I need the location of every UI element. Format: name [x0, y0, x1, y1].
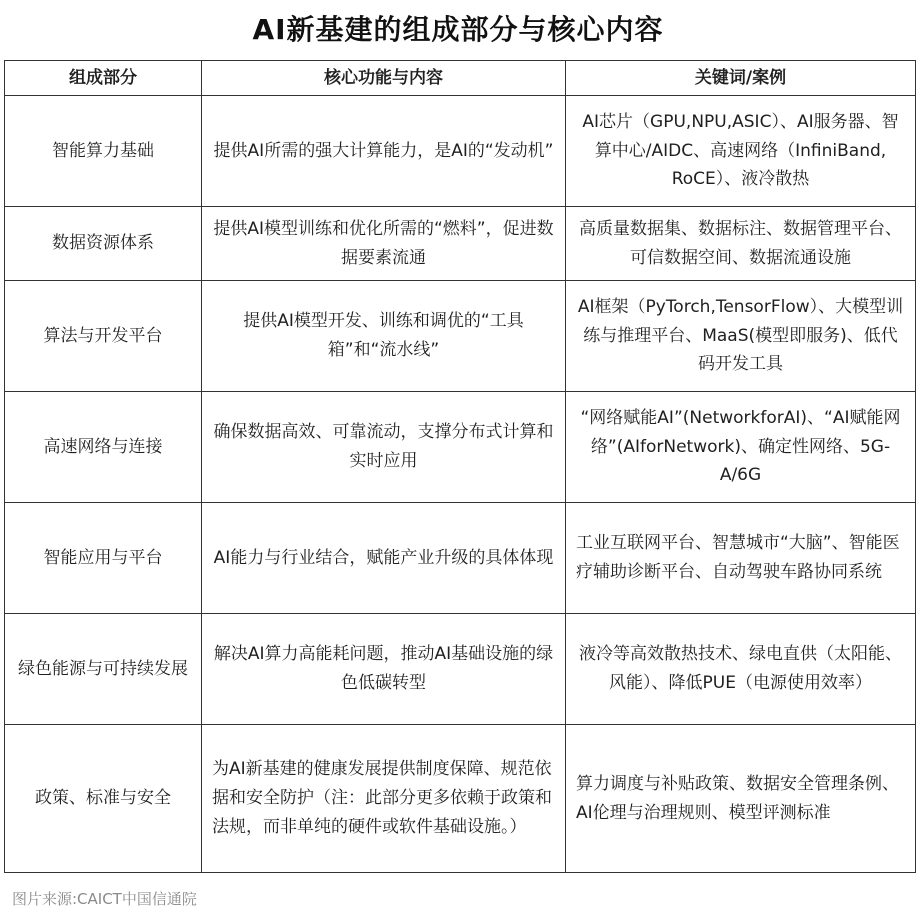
component-cell: 数据资源体系	[5, 207, 202, 281]
keywords-cell: 高质量数据集、数据标注、数据管理平台、可信数据空间、数据流通设施	[566, 207, 916, 281]
header-keywords: 关键词/案例	[566, 61, 916, 96]
function-cell: AI能力与行业结合，赋能产业升级的具体体现	[202, 503, 566, 614]
function-cell: 确保数据高效、可靠流动，支撑分布式计算和实时应用	[202, 392, 566, 503]
table-row	[5, 207, 916, 281]
keywords-cell: 液冷等高效散热技术、绿电直供（太阳能、风能）、降低PUE（电源使用效率）	[566, 614, 916, 725]
keywords-cell: 算力调度与补贴政策、数据安全管理条例、AI伦理与治理规则、模型评测标准	[566, 725, 916, 873]
component-cell: 政策、标准与安全	[5, 725, 202, 873]
table-row	[5, 281, 916, 392]
component-cell: 高速网络与连接	[5, 392, 202, 503]
table-row	[5, 614, 916, 725]
keywords-cell: 工业互联网平台、智慧城市“大脑”、智能医疗辅助诊断平台、自动驾驶车路协同系统	[566, 503, 916, 614]
function-cell: 解决AI算力高能耗问题，推动AI基础设施的绿色低碳转型	[202, 614, 566, 725]
component-table	[4, 60, 916, 873]
image-source-caption: 图片来源:CAICT中国信通院	[12, 890, 197, 908]
keywords-cell: AI芯片（GPU,NPU,ASIC）、AI服务器、智算中心/AIDC、高速网络（InfiniBand, RoCE）、液冷散热	[566, 96, 916, 207]
table-row	[5, 96, 916, 207]
component-cell: 智能应用与平台	[5, 503, 202, 614]
table-row	[5, 725, 916, 873]
header-component: 组成部分	[5, 61, 202, 96]
function-cell: 提供AI所需的强大计算能力，是AI的“发动机”	[202, 96, 566, 207]
table-row	[5, 392, 916, 503]
table-title: AI新基建的组成部分与核心内容	[252, 13, 664, 46]
function-cell: 为AI新基建的健康发展提供制度保障、规范依据和安全防护（注：此部分更多依赖于政策和法规，而非单纯的硬件或软件基础设施。）	[202, 725, 566, 873]
component-cell: 算法与开发平台	[5, 281, 202, 392]
header-function: 核心功能与内容	[202, 61, 566, 96]
header-row	[5, 61, 916, 96]
component-cell: 绿色能源与可持续发展	[5, 614, 202, 725]
function-cell: 提供AI模型开发、训练和调优的“工具箱”和“流水线”	[202, 281, 566, 392]
function-cell: 提供AI模型训练和优化所需的“燃料”，促进数据要素流通	[202, 207, 566, 281]
keywords-cell: “网络赋能AI”(NetworkforAI)、“AI赋能网络”(AIforNetwork)、确定性网络、5G-A/6G	[566, 392, 916, 503]
keywords-cell: AI框架（PyTorch,TensorFlow）、大模型训练与推理平台、MaaS(模型即服务)、低代码开发工具	[566, 281, 916, 392]
component-cell: 智能算力基础	[5, 96, 202, 207]
table-row	[5, 503, 916, 614]
